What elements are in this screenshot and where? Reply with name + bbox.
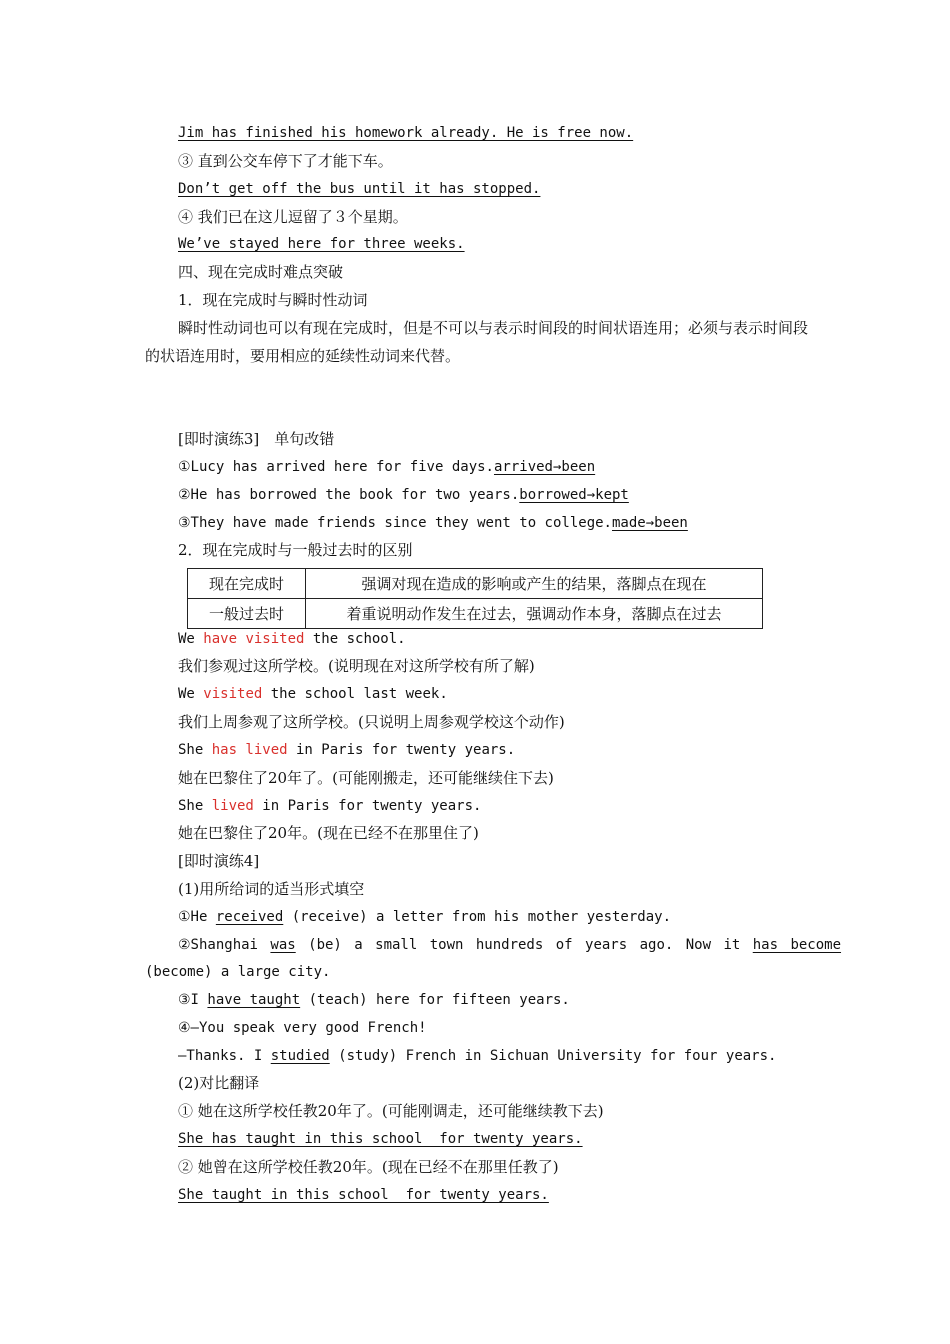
section-heading: 四、现在完成时难点突破 [178,263,344,281]
fill-answer: have taught [207,992,301,1008]
fill-item: —Thanks. I studied (study) French in Sichuan University for four years. [178,1048,777,1064]
question-line: ③ 直到公交车停下了才能下车。 [178,152,393,170]
translation-answer: She has taught in this school for twenty years. [178,1131,583,1147]
drill-answer: made→been [612,515,688,531]
fill-answer: was [270,937,296,953]
answer-line: Don’t get off the bus until it has stopped. [178,181,541,197]
comparison-table [187,568,763,629]
drill-title: [即时演练4] [178,852,260,870]
drill-sentence: ②He has borrowed the book for two years. [178,487,520,503]
tense-cell: 一般过去时 [188,599,306,629]
answer-line: Jim has finished his homework already. He is free now. [178,125,634,141]
fill-item-continued: (become) a large city. [145,964,331,980]
example-translation: 她在巴黎住了20年了。(可能刚搬走，还可能继续住下去) [178,769,554,787]
drill-title: [即时演练3] 单句改错 [178,430,335,448]
drill-answer: borrowed→kept [519,487,629,503]
drill-sentence: ①Lucy has arrived here for five days. [178,459,494,475]
table-row [188,599,763,629]
drill-item [178,513,688,533]
fill-item: ②Shanghai was (be) a small town hundreds of years ago. Now it has become [178,937,842,953]
fill-answer: received [215,909,284,925]
fill-answer: studied [270,1048,330,1064]
highlighted-verb: have visited [203,631,305,647]
translation-answer: She taught in this school for twenty years. [178,1187,549,1203]
fill-answer: has become [752,937,842,953]
translation-question: ② 她曾在这所学校任教20年。(现在已经不在那里任教了) [178,1158,559,1176]
answer-line: We’ve stayed here for three weeks. [178,236,465,252]
point-heading: 1．现在完成时与瞬时性动词 [178,291,368,309]
drill-item [178,485,629,505]
highlighted-verb: has lived [211,742,288,758]
desc-cell: 强调对现在造成的影响或产生的结果，落脚点在现在 [306,569,763,599]
example-sentence: We have visited the school. [178,631,406,647]
part-title: (2)对比翻译 [178,1074,260,1092]
highlighted-verb: lived [211,798,254,814]
example-translation: 我们参观过这所学校。(说明现在对这所学校有所了解) [178,657,535,675]
drill-answer: arrived→been [493,459,596,475]
highlighted-verb: visited [203,686,263,702]
desc-cell: 着重说明动作发生在过去，强调动作本身，落脚点在过去 [306,599,763,629]
table-row [188,569,763,599]
translation-question: ① 她在这所学校任教20年了。(可能刚调走，还可能继续教下去) [178,1102,604,1120]
fill-item: ③I have taught (teach) here for fifteen years. [178,992,570,1008]
fill-item: ④—You speak very good French! [178,1020,427,1036]
example-translation: 她在巴黎住了20年。(现在已经不在那里住了) [178,824,479,842]
drill-item [178,457,595,477]
example-sentence: We visited the school last week. [178,686,448,702]
point-heading: 2．现在完成时与一般过去时的区别 [178,541,413,559]
explanation-paragraph: 瞬时性动词也可以有现在完成时，但是不可以与表示时间段的时间状语连用；必须与表示时间段的状语连用时，要用相应的延续性动词来代替。 [145,319,809,365]
fill-item: ①He received (receive) a letter from his mother yesterday. [178,909,672,925]
example-sentence: She lived in Paris for twenty years. [178,798,482,814]
question-line: ④ 我们已在这儿逗留了３个星期。 [178,208,408,226]
tense-cell: 现在完成时 [188,569,306,599]
example-sentence: She has lived in Paris for twenty years. [178,742,516,758]
drill-sentence: ③They have made friends since they went to college. [178,515,612,531]
example-translation: 我们上周参观了这所学校。(只说明上周参观学校这个动作) [178,713,565,731]
part-title: (1)用所给词的适当形式填空 [178,880,365,898]
